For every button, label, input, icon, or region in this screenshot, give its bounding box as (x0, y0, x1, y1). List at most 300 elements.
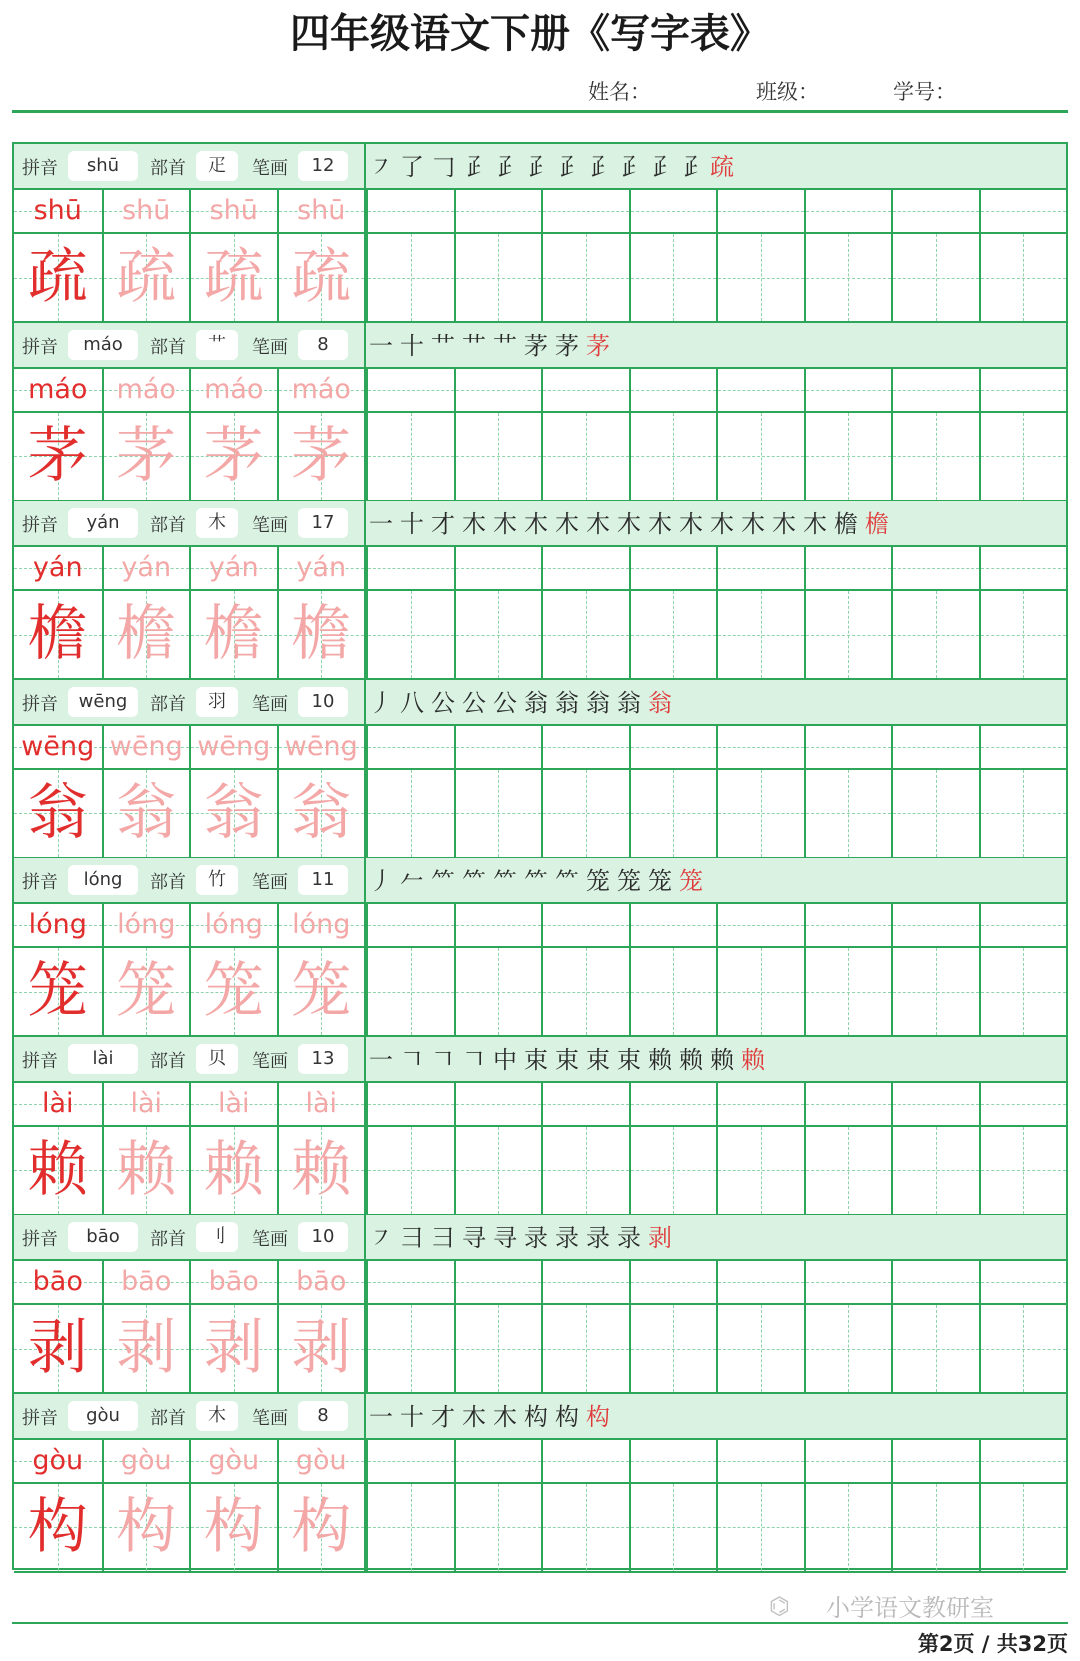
strokes-value: 8 (298, 1401, 348, 1431)
model-cell (14, 547, 102, 589)
practice-cell[interactable] (629, 1127, 717, 1214)
practice-cell[interactable] (454, 591, 542, 678)
practice-cell[interactable] (454, 369, 542, 411)
stroke-step: 寻 (493, 1224, 524, 1252)
model-cell (14, 413, 102, 500)
model-cell (14, 770, 102, 857)
practice-cell[interactable] (366, 1127, 454, 1214)
character-text: 剥 (116, 1313, 177, 1383)
character-block (14, 501, 1066, 680)
stroke-step: 𠃌 (431, 153, 462, 181)
id-field-label[interactable]: 学号： (893, 80, 956, 104)
practice-cell[interactable] (804, 369, 892, 411)
stroke-step: 木 (493, 510, 524, 538)
practice-cell[interactable] (629, 726, 717, 768)
practice-cell[interactable] (804, 547, 892, 589)
radical-value: 竹 (196, 865, 238, 895)
stroke-order (369, 858, 710, 902)
model-cell (14, 190, 102, 232)
stroke-step: 笼 (586, 867, 617, 895)
practice-cell[interactable] (366, 1484, 454, 1571)
radical-value: 羽 (196, 687, 238, 717)
stroke-step: 檐 (865, 510, 896, 538)
practice-cell[interactable] (454, 190, 542, 232)
practice-cell[interactable] (979, 413, 1067, 500)
practice-cell[interactable] (366, 1305, 454, 1392)
model-cell (189, 1261, 277, 1303)
practice-cell[interactable] (454, 234, 542, 321)
stroke-step: 木 (710, 510, 741, 538)
practice-cell[interactable] (541, 726, 629, 768)
character-row (14, 1127, 1066, 1216)
stroke-step: 剥 (648, 1224, 679, 1252)
practice-cell[interactable] (716, 948, 804, 1035)
model-cell (189, 770, 277, 857)
practice-cell[interactable] (629, 547, 717, 589)
model-cell (189, 726, 277, 768)
practice-cell[interactable] (716, 1440, 804, 1482)
model-cell (102, 904, 190, 946)
practice-cell[interactable] (716, 1484, 804, 1571)
stroke-step: 木 (741, 510, 772, 538)
character-text: 构 (27, 1491, 88, 1562)
stroke-step: 公 (431, 688, 462, 717)
practice-cell[interactable] (716, 1083, 804, 1125)
pinyin-value: bāo (68, 1222, 138, 1252)
stroke-step: 𤴔 (462, 153, 493, 181)
character-block (14, 680, 1066, 859)
pinyin-text: gòu (120, 1444, 172, 1476)
stroke-step: 𠃍 (400, 1045, 431, 1074)
model-cell (102, 190, 190, 232)
model-cell (102, 234, 190, 321)
practice-cell[interactable] (541, 547, 629, 589)
character-block (14, 1215, 1066, 1394)
character-text: 翁 (203, 777, 264, 848)
model-divider (364, 501, 366, 680)
watermark: 小学语文教研室 (826, 1594, 994, 1622)
practice-cell[interactable] (891, 1261, 979, 1303)
stroke-step: 一 (369, 510, 400, 538)
practice-cell[interactable] (541, 948, 629, 1035)
character-text: 檐 (27, 599, 88, 669)
practice-cell[interactable] (541, 1261, 629, 1303)
practice-cell[interactable] (979, 1127, 1067, 1214)
stroke-step: 茅 (586, 331, 617, 360)
pinyin-text: shū (33, 195, 82, 226)
practice-cell[interactable] (541, 1440, 629, 1482)
practice-cell[interactable] (454, 948, 542, 1035)
model-cell (277, 234, 365, 321)
stroke-step: 笼 (617, 867, 648, 895)
strokes-label: 笔画 (252, 1407, 288, 1429)
practice-cell[interactable] (804, 1484, 892, 1571)
pinyin-text: máo (291, 373, 351, 405)
stroke-step: 木 (586, 510, 617, 538)
model-divider (364, 323, 366, 502)
model-divider (364, 680, 366, 859)
practice-cell[interactable] (891, 1484, 979, 1571)
stroke-step: 八 (400, 688, 431, 717)
info-fields (14, 1215, 364, 1259)
pinyin-row (14, 547, 1066, 591)
practice-cell[interactable] (891, 547, 979, 589)
practice-cell[interactable] (366, 1440, 454, 1482)
practice-cell[interactable] (541, 369, 629, 411)
pinyin-text: máo (116, 373, 176, 405)
practice-cell[interactable] (454, 1261, 542, 1303)
practice-cell[interactable] (366, 234, 454, 321)
character-text: 茅 (116, 420, 177, 491)
pinyin-text: lóng (292, 909, 351, 940)
model-cell (189, 591, 277, 678)
practice-cell[interactable] (629, 1305, 717, 1392)
model-cell (189, 904, 277, 946)
stroke-step: 𤴔 (524, 153, 555, 181)
stroke-step: 束 (555, 1045, 586, 1074)
character-text: 翁 (27, 777, 88, 848)
practice-cell[interactable] (454, 770, 542, 857)
character-text: 疏 (291, 242, 352, 312)
practice-cell[interactable] (716, 591, 804, 678)
practice-cell[interactable] (891, 234, 979, 321)
practice-cell[interactable] (891, 770, 979, 857)
practice-cell[interactable] (716, 234, 804, 321)
stroke-step: 寻 (462, 1224, 493, 1252)
practice-cell[interactable] (716, 369, 804, 411)
character-row (14, 948, 1066, 1037)
practice-cell[interactable] (804, 904, 892, 946)
stroke-step: 𤴔 (679, 153, 710, 181)
practice-cell[interactable] (629, 413, 717, 500)
model-cell (277, 369, 365, 411)
pinyin-value: gòu (68, 1401, 138, 1431)
practice-cell[interactable] (891, 369, 979, 411)
strokes-value: 17 (298, 508, 348, 538)
model-cell (102, 591, 190, 678)
practice-cell[interactable] (804, 1440, 892, 1482)
practice-cell[interactable] (541, 1484, 629, 1571)
page-number: 第2页 / 共32页 (917, 1632, 1068, 1656)
model-cell (102, 413, 190, 500)
stroke-step: 翁 (555, 688, 586, 717)
model-cell (14, 591, 102, 678)
practice-cell[interactable] (891, 591, 979, 678)
practice-cell[interactable] (716, 1261, 804, 1303)
pinyin-value: yán (68, 508, 138, 538)
stroke-step: 了 (400, 153, 431, 181)
stroke-step: 录 (555, 1224, 586, 1252)
pinyin-text: wēng (284, 730, 358, 762)
stroke-step: 𤴔 (493, 153, 524, 181)
radical-value: 疋 (196, 151, 238, 181)
character-row (14, 770, 1066, 859)
stroke-step: 才 (431, 510, 462, 538)
practice-cell[interactable] (804, 726, 892, 768)
stroke-step: 𤴔 (617, 153, 648, 181)
stroke-step: ㇇ (369, 1224, 400, 1252)
stroke-step: 木 (555, 510, 586, 538)
character-text: 疏 (203, 242, 264, 312)
practice-cell[interactable] (541, 190, 629, 232)
practice-cell[interactable] (979, 904, 1067, 946)
practice-cell[interactable] (541, 904, 629, 946)
practice-cell[interactable] (629, 904, 717, 946)
stroke-step: 𤴔 (586, 153, 617, 181)
radical-label: 部首 (150, 1407, 186, 1429)
practice-cell[interactable] (979, 369, 1067, 411)
stroke-step: 𠂉 (400, 867, 431, 895)
model-cell (14, 948, 102, 1035)
character-text: 檐 (203, 599, 264, 669)
practice-cell[interactable] (629, 1261, 717, 1303)
pinyin-text: lài (305, 1087, 338, 1119)
strokes-value: 13 (298, 1044, 348, 1074)
strokes-label: 笔画 (252, 158, 288, 179)
stroke-step: ⺮ (524, 867, 555, 895)
pinyin-text: gòu (32, 1444, 84, 1476)
pinyin-value: shū (68, 151, 138, 181)
practice-cell[interactable] (979, 948, 1067, 1035)
pinyin-text: lài (217, 1087, 250, 1119)
pinyin-text: máo (28, 373, 88, 405)
practice-cell[interactable] (629, 1440, 717, 1482)
info-fields (14, 1394, 364, 1438)
radical-label: 部首 (150, 158, 186, 179)
practice-cell[interactable] (541, 1083, 629, 1125)
practice-cell[interactable] (979, 234, 1067, 321)
model-cell (277, 1440, 365, 1482)
practice-cell[interactable] (716, 770, 804, 857)
pinyin-text: bāo (32, 1266, 83, 1297)
pinyin-row (14, 369, 1066, 413)
practice-cell[interactable] (629, 591, 717, 678)
practice-cell[interactable] (366, 1261, 454, 1303)
practice-cell[interactable] (979, 770, 1067, 857)
practice-cell[interactable] (629, 770, 717, 857)
practice-cell[interactable] (804, 1127, 892, 1214)
practice-cell[interactable] (716, 904, 804, 946)
strokes-label: 笔画 (252, 1229, 288, 1250)
radical-value: 木 (196, 508, 238, 538)
practice-cell[interactable] (891, 726, 979, 768)
practice-cell[interactable] (541, 1127, 629, 1214)
stroke-step: 木 (462, 510, 493, 538)
pinyin-row (14, 190, 1066, 234)
name-field-label[interactable]: 姓名： (588, 80, 651, 104)
practice-cell[interactable] (454, 1484, 542, 1571)
strokes-value: 10 (298, 687, 348, 717)
page-title: 四年级语文下册《写字表》 (290, 11, 770, 57)
stroke-step: 茅 (524, 331, 555, 360)
character-row (14, 591, 1066, 680)
pinyin-text: bāo (121, 1266, 172, 1297)
practice-cell[interactable] (804, 1261, 892, 1303)
practice-cell[interactable] (629, 234, 717, 321)
stroke-step: 构 (555, 1402, 586, 1431)
practice-cell[interactable] (716, 1127, 804, 1214)
practice-cell[interactable] (804, 770, 892, 857)
practice-cell[interactable] (804, 1305, 892, 1392)
stroke-order (369, 1215, 679, 1259)
practice-cell[interactable] (366, 948, 454, 1035)
practice-cell[interactable] (891, 413, 979, 500)
stroke-step: 丿 (369, 867, 400, 895)
model-cell (277, 1261, 365, 1303)
pinyin-value: wēng (68, 687, 138, 717)
practice-cell[interactable] (454, 904, 542, 946)
model-cell (189, 190, 277, 232)
practice-cell[interactable] (454, 1440, 542, 1482)
stroke-step: 茅 (555, 331, 586, 360)
info-fields (14, 144, 364, 188)
model-cell (277, 904, 365, 946)
practice-cell[interactable] (541, 1305, 629, 1392)
practice-cell[interactable] (891, 904, 979, 946)
practice-cell[interactable] (366, 413, 454, 500)
character-block (14, 144, 1066, 323)
practice-cell[interactable] (979, 726, 1067, 768)
pinyin-label: 拼音 (22, 158, 58, 179)
strokes-value: 10 (298, 1222, 348, 1252)
practice-cell[interactable] (541, 234, 629, 321)
practice-cell[interactable] (804, 591, 892, 678)
model-cell (14, 1083, 102, 1125)
model-cell (189, 1083, 277, 1125)
class-field-label[interactable]: 班级： (756, 80, 819, 104)
practice-cell[interactable] (979, 1083, 1067, 1125)
stroke-step: 疏 (710, 153, 741, 181)
practice-cell[interactable] (979, 1305, 1067, 1392)
model-cell (14, 369, 102, 411)
practice-cell[interactable] (804, 948, 892, 1035)
character-text: 构 (116, 1491, 177, 1562)
practice-cell[interactable] (541, 413, 629, 500)
stroke-step: 中 (493, 1045, 524, 1074)
stroke-step: 公 (493, 688, 524, 717)
practice-cell[interactable] (979, 1440, 1067, 1482)
radical-label: 部首 (150, 693, 186, 715)
pinyin-text: lóng (117, 909, 176, 940)
practice-cell[interactable] (804, 234, 892, 321)
practice-cell[interactable] (366, 369, 454, 411)
footer-divider (12, 1622, 1068, 1624)
practice-cell[interactable] (979, 190, 1067, 232)
character-text: 翁 (116, 777, 177, 848)
practice-cell[interactable] (804, 413, 892, 500)
practice-cell[interactable] (541, 770, 629, 857)
practice-cell[interactable] (979, 1261, 1067, 1303)
stroke-step: 录 (524, 1224, 555, 1252)
practice-cell[interactable] (366, 190, 454, 232)
stroke-step: ⺮ (493, 867, 524, 895)
practice-cell[interactable] (716, 547, 804, 589)
character-text: 剥 (203, 1313, 264, 1383)
radical-value: 艹 (196, 330, 238, 360)
stroke-step: 翁 (648, 688, 679, 717)
practice-cell[interactable] (541, 591, 629, 678)
info-bar (14, 1394, 1066, 1440)
practice-cell[interactable] (629, 190, 717, 232)
practice-cell[interactable] (804, 190, 892, 232)
practice-cell[interactable] (366, 1083, 454, 1125)
practice-cell[interactable] (366, 547, 454, 589)
pinyin-text: yán (121, 552, 172, 583)
practice-cell[interactable] (454, 1305, 542, 1392)
character-row (14, 234, 1066, 323)
practice-cell[interactable] (454, 1127, 542, 1214)
stroke-step: 彐 (400, 1224, 431, 1252)
stroke-step: 𠃍 (462, 1045, 493, 1074)
stroke-step: 赖 (710, 1045, 741, 1074)
stroke-order (369, 501, 896, 545)
practice-cell[interactable] (454, 413, 542, 500)
pinyin-text: yán (296, 552, 347, 583)
practice-cell[interactable] (454, 1083, 542, 1125)
practice-cell[interactable] (979, 547, 1067, 589)
practice-cell[interactable] (366, 770, 454, 857)
pinyin-text: wēng (109, 730, 183, 762)
practice-cell[interactable] (629, 369, 717, 411)
practice-cell[interactable] (891, 1305, 979, 1392)
model-cell (102, 1083, 190, 1125)
pinyin-text: yán (32, 552, 83, 583)
model-cell (102, 1440, 190, 1482)
pinyin-label: 拼音 (22, 872, 58, 893)
practice-cell[interactable] (804, 1083, 892, 1125)
practice-cell[interactable] (716, 190, 804, 232)
student-fields (0, 76, 1080, 110)
practice-cell[interactable] (366, 591, 454, 678)
stroke-step: 艹 (431, 331, 462, 360)
stroke-step: 翁 (586, 688, 617, 717)
info-bar (14, 858, 1066, 904)
practice-cell[interactable] (629, 1083, 717, 1125)
practice-cell[interactable] (979, 1484, 1067, 1571)
practice-cell[interactable] (716, 413, 804, 500)
practice-cell[interactable] (891, 948, 979, 1035)
practice-cell[interactable] (891, 1083, 979, 1125)
model-cell (189, 413, 277, 500)
pinyin-label: 拼音 (22, 1407, 58, 1429)
stroke-step: 木 (803, 510, 834, 538)
practice-cell[interactable] (716, 1305, 804, 1392)
model-cell (277, 1083, 365, 1125)
worksheet (12, 142, 1068, 1570)
practice-cell[interactable] (366, 904, 454, 946)
model-cell (189, 234, 277, 321)
model-cell (189, 369, 277, 411)
model-cell (277, 1305, 365, 1392)
pinyin-text: wēng (21, 730, 95, 762)
practice-cell[interactable] (629, 1484, 717, 1571)
practice-cell[interactable] (716, 726, 804, 768)
practice-cell[interactable] (366, 726, 454, 768)
practice-cell[interactable] (629, 948, 717, 1035)
pinyin-text: bāo (208, 1266, 259, 1297)
character-text: 茅 (27, 420, 88, 491)
character-text: 赖 (27, 1134, 88, 1205)
radical-label: 部首 (150, 336, 186, 358)
practice-cell[interactable] (454, 547, 542, 589)
practice-cell[interactable] (891, 190, 979, 232)
practice-cell[interactable] (979, 591, 1067, 678)
model-cell (14, 726, 102, 768)
practice-cell[interactable] (891, 1127, 979, 1214)
character-text: 疏 (116, 242, 177, 312)
practice-cell[interactable] (891, 1440, 979, 1482)
practice-cell[interactable] (454, 726, 542, 768)
